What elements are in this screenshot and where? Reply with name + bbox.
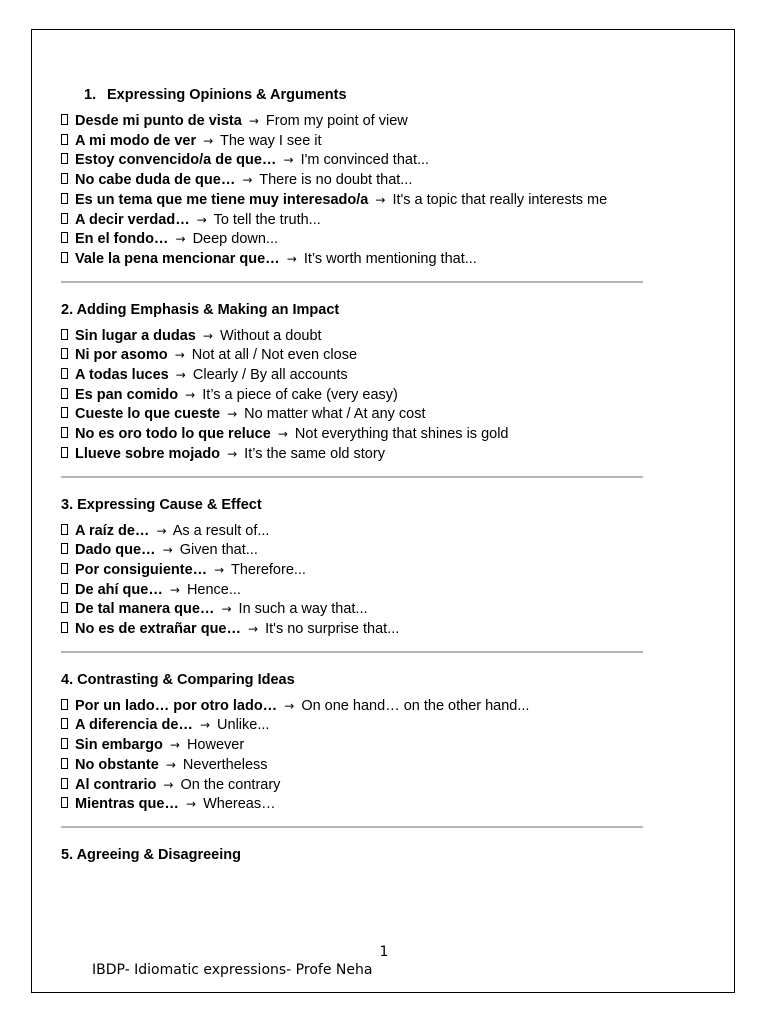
- list-item: Desde mi punto de vista → From my point of view: [61, 112, 643, 132]
- section-agreeing: [61, 844, 643, 866]
- bullet-box-icon: [61, 776, 75, 796]
- list-item: De tal manera que… → In such a way that...: [61, 600, 643, 620]
- arrow-icon: →: [196, 212, 207, 227]
- arrow-icon: →: [165, 757, 176, 772]
- bullet-box-icon: [61, 386, 75, 406]
- bullet-box-icon: [61, 405, 75, 425]
- bullet-box-icon: [61, 171, 75, 191]
- bullet-box-icon: [61, 541, 75, 561]
- section-emphasis: [61, 299, 643, 478]
- section-divider: [61, 826, 643, 828]
- bullet-box-icon: [61, 756, 75, 776]
- section-title: 1. Expressing Opinions & Arguments: [61, 84, 643, 106]
- list-item: Por consiguiente… → Therefore...: [61, 561, 643, 581]
- arrow-icon: →: [169, 582, 180, 597]
- bullet-box-icon: [61, 620, 75, 640]
- list-item: No obstante → Nevertheless: [61, 756, 643, 776]
- expression-list: [61, 522, 643, 640]
- list-item: Cueste lo que cueste → No matter what / At any cost: [61, 405, 643, 425]
- arrow-icon: →: [286, 251, 297, 266]
- arrow-icon: →: [375, 192, 386, 207]
- arrow-icon: →: [156, 523, 167, 538]
- bullet-box-icon: [61, 366, 75, 386]
- bullet-box-icon: [61, 561, 75, 581]
- expression-list: [61, 697, 643, 815]
- bullet-box-icon: [61, 250, 75, 270]
- list-item: Dado que… → Given that...: [61, 541, 643, 561]
- section-title: 2. Adding Emphasis & Making an Impact: [61, 301, 340, 318]
- page-number: 1: [379, 944, 389, 960]
- bullet-box-icon: [61, 581, 75, 601]
- list-item: Al contrario → On the contrary: [61, 776, 643, 796]
- arrow-icon: →: [214, 562, 225, 577]
- section-divider: [61, 281, 643, 283]
- section-title: 5. Agreeing & Disagreeing: [61, 846, 241, 863]
- list-item: De ahí que… → Hence...: [61, 581, 643, 601]
- section-opinions: [61, 84, 643, 283]
- bullet-box-icon: [61, 600, 75, 620]
- list-item: A decir verdad… → To tell the truth...: [61, 211, 643, 231]
- list-item: A raíz de… → As a result of...: [61, 522, 643, 542]
- section-number: 1.: [84, 87, 97, 103]
- arrow-icon: →: [284, 698, 295, 713]
- bullet-box-icon: [61, 736, 75, 756]
- bullet-box-icon: [61, 425, 75, 445]
- arrow-icon: →: [277, 427, 288, 442]
- bullet-box-icon: [61, 151, 75, 171]
- bullet-box-icon: [61, 346, 75, 366]
- expression-list: [61, 112, 643, 270]
- arrow-icon: →: [283, 153, 294, 168]
- arrow-icon: →: [199, 718, 211, 733]
- list-item: Ni por asomo → Not at all / Not even close: [61, 346, 643, 366]
- list-item: A todas luces → Clearly / By all accounts: [61, 366, 643, 386]
- arrow-icon: →: [163, 777, 174, 792]
- list-item: Llueve sobre mojado → It’s the same old story: [61, 445, 643, 465]
- bullet-box-icon: [61, 230, 75, 250]
- bullet-box-icon: [61, 112, 75, 132]
- bullet-box-icon: [61, 191, 75, 211]
- section-title: 4. Contrasting & Comparing Ideas: [61, 671, 295, 688]
- list-item: No es oro todo lo que reluce → Not everything that shines is gold: [61, 425, 643, 445]
- list-item: A diferencia de… → Unlike...: [61, 716, 643, 736]
- list-item: Sin embargo → However: [61, 736, 643, 756]
- list-item: En el fondo… → Deep down...: [61, 230, 643, 250]
- expression-list: [61, 327, 643, 465]
- arrow-icon: →: [227, 446, 238, 461]
- bullet-box-icon: [61, 697, 75, 717]
- list-item: Por un lado… por otro lado… → On one hand… on the other hand...: [61, 697, 643, 717]
- section-contrast: [61, 669, 643, 828]
- list-item: Vale la pena mencionar que… → It’s worth mentioning that...: [61, 250, 643, 270]
- list-item: Estoy convencido/a de que… → I'm convinced that...: [61, 151, 643, 171]
- footer-text: IBDP- Idiomatic expressions- Profe Neha: [92, 962, 373, 978]
- bullet-box-icon: [61, 795, 75, 815]
- bullet-box-icon: [61, 211, 75, 231]
- section-title: 3. Expressing Cause & Effect: [61, 496, 262, 513]
- list-item: No es de extrañar que… → It's no surprise that...: [61, 620, 643, 640]
- arrow-icon: →: [221, 602, 232, 617]
- bullet-box-icon: [61, 132, 75, 152]
- arrow-icon: →: [175, 232, 186, 247]
- bullet-box-icon: [61, 716, 75, 736]
- arrow-icon: →: [185, 797, 197, 812]
- arrow-icon: →: [175, 368, 186, 383]
- list-item: Es pan comido → It’s a piece of cake (very easy): [61, 386, 643, 406]
- arrow-icon: →: [242, 173, 253, 188]
- bullet-box-icon: [61, 327, 75, 347]
- arrow-icon: →: [162, 543, 173, 558]
- arrow-icon: →: [227, 407, 238, 422]
- list-item: Es un tema que me tiene muy interesado/a → It's a topic that really interests me: [61, 191, 643, 211]
- document-content: [61, 84, 643, 882]
- arrow-icon: →: [185, 387, 196, 402]
- arrow-icon: →: [202, 328, 213, 343]
- arrow-icon: →: [174, 348, 185, 363]
- bullet-box-icon: [61, 445, 75, 465]
- arrow-icon: →: [248, 622, 259, 637]
- list-item: Mientras que… → Whereas…: [61, 795, 643, 815]
- section-cause-effect: [61, 494, 643, 653]
- arrow-icon: →: [169, 738, 180, 753]
- section-divider: [61, 476, 643, 478]
- section-divider: [61, 651, 643, 653]
- list-item: A mi modo de ver → The way I see it: [61, 132, 643, 152]
- bullet-box-icon: [61, 522, 75, 542]
- arrow-icon: →: [203, 133, 214, 148]
- arrow-icon: →: [248, 114, 259, 128]
- list-item: Sin lugar a dudas → Without a doubt: [61, 327, 643, 347]
- list-item: No cabe duda de que… → There is no doubt that...: [61, 171, 643, 191]
